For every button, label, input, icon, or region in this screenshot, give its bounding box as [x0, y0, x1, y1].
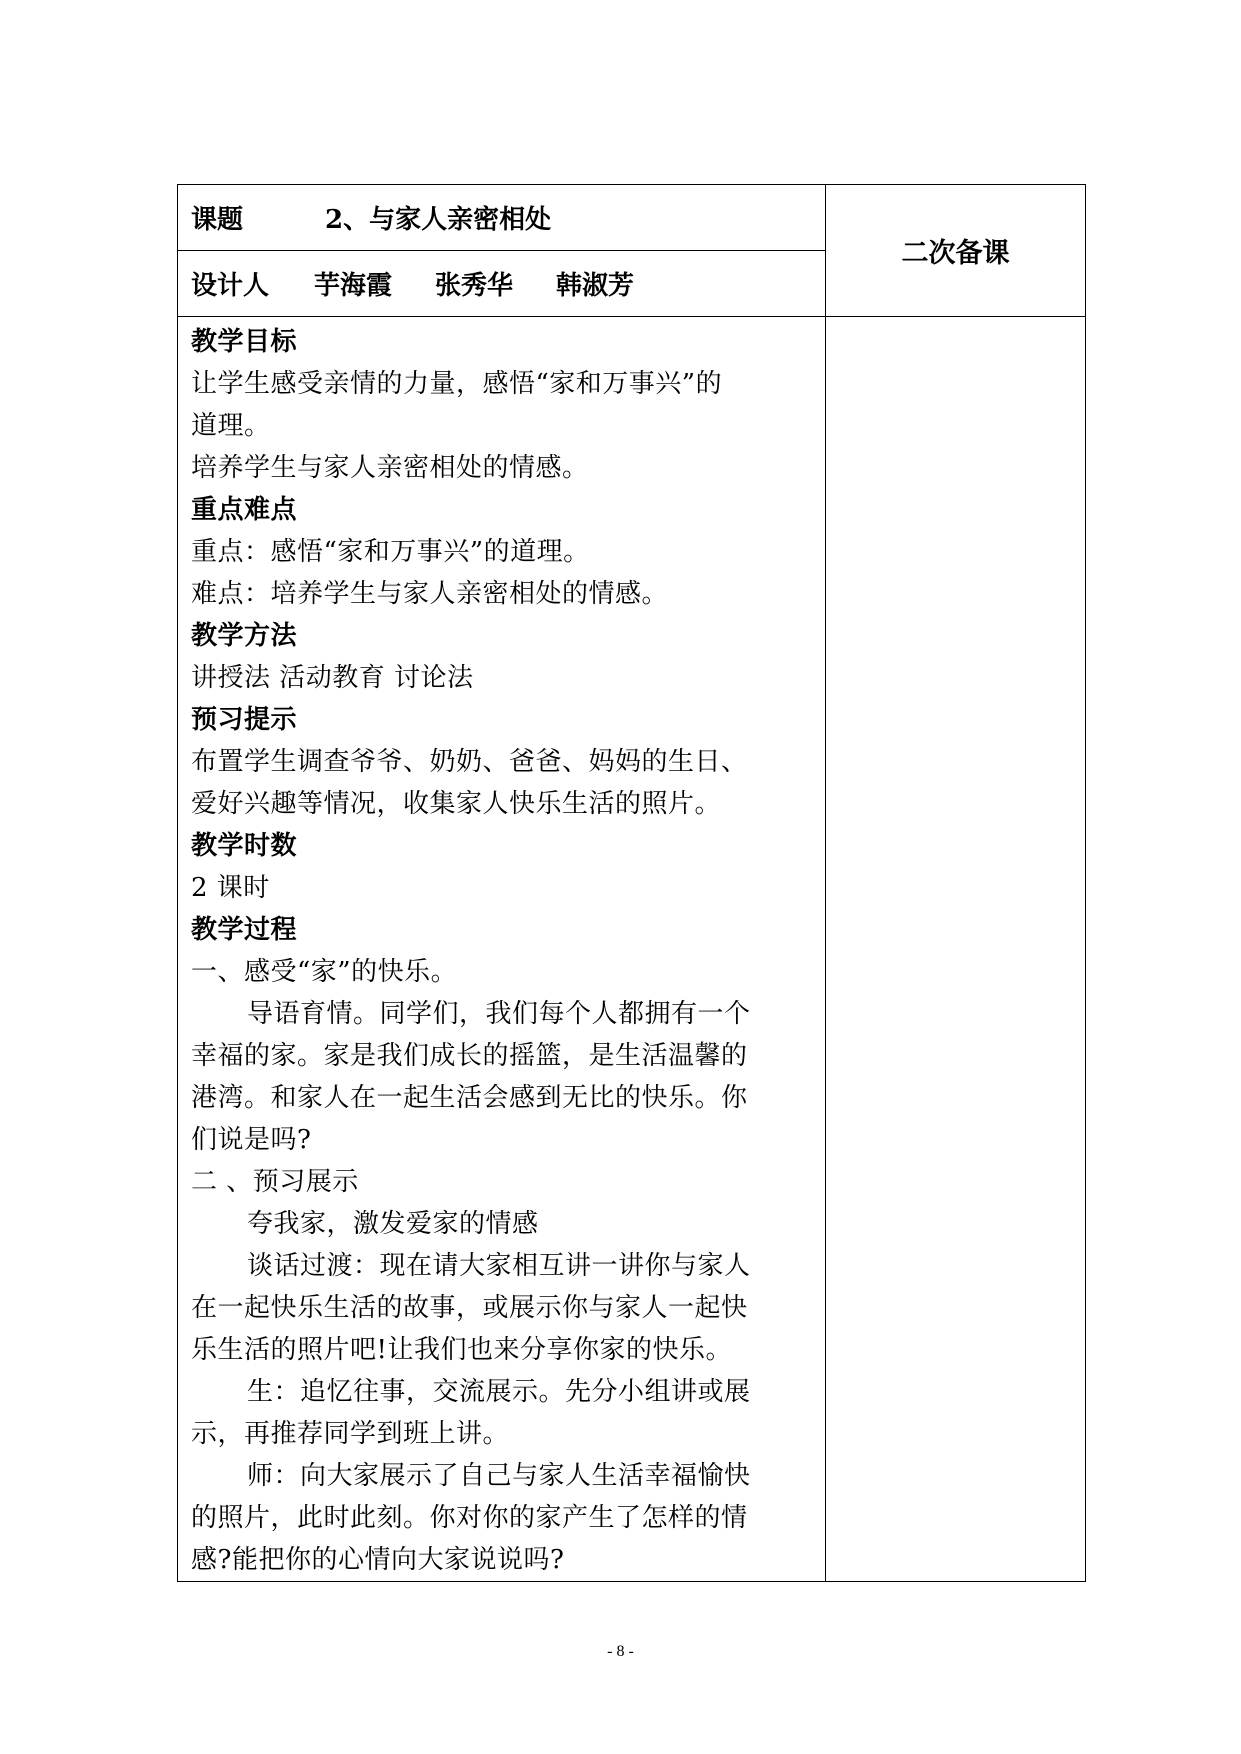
section-heading: 预习提示: [191, 705, 298, 735]
body-text-line: 重点：感悟“家和万事兴”的道理。: [191, 537, 590, 567]
body-text-line: 导语育情。同学们，我们每个人都拥有一个: [247, 999, 751, 1029]
body-text-line: 乐生活的照片吧!让我们也来分享你家的快乐。: [191, 1335, 732, 1365]
body-text-line: 一、感受“家”的快乐。: [191, 957, 458, 987]
lesson-plan-table: [177, 184, 1086, 1582]
body-text-line: 在一起快乐生活的故事，或展示你与家人一起快: [191, 1293, 748, 1323]
section-heading: 教学方法: [191, 621, 298, 651]
section-heading: 重点难点: [191, 495, 298, 525]
topic-cell: [178, 185, 826, 251]
second-prep-label: 二次备课: [901, 238, 1010, 269]
body-text-line: 道理。: [191, 411, 271, 441]
second-prep-notes-cell: [826, 317, 1086, 1582]
section-heading: 教学过程: [191, 915, 298, 945]
body-text-line: 爱好兴趣等情况，收集家人快乐生活的照片。: [191, 789, 722, 819]
body-text-line: 难点：培养学生与家人亲密相处的情感。: [191, 579, 669, 609]
body-text-line: 们说是吗?: [191, 1125, 312, 1155]
body-text-line: 幸福的家。家是我们成长的摇篮，是生活温馨的: [191, 1041, 748, 1071]
body-text-line: 二 、预习展示: [191, 1167, 359, 1197]
body-text-line: 生：追忆往事，交流展示。先分小组讲或展: [247, 1377, 751, 1407]
body-text-line: 示，再推荐同学到班上讲。: [191, 1419, 510, 1449]
body-text-line: 师：向大家展示了自己与家人生活幸福愉快: [247, 1461, 751, 1491]
body-text-line: 布置学生调查爷爷、奶奶、爸爸、妈妈的生日、: [191, 747, 748, 777]
body-text-line: 的照片，此时此刻。你对你的家产生了怎样的情: [191, 1503, 748, 1533]
topic-label: 课题: [191, 205, 244, 235]
body-text-line: 讲授法 活动教育 讨论法: [191, 663, 474, 693]
page-number: - 8 -: [607, 1643, 634, 1660]
lesson-content: [191, 321, 817, 1581]
section-heading: 教学目标: [191, 327, 298, 357]
lesson-content-cell: [178, 317, 826, 1582]
topic-value: 2、与家人亲密相处: [325, 205, 552, 235]
body-text-line: 让学生感受亲情的力量，感悟“家和万事兴”的: [191, 369, 723, 399]
body-text-line: 2 课时: [191, 873, 270, 903]
body-text-line: 谈话过渡：现在请大家相互讲一讲你与家人: [247, 1251, 751, 1281]
designer-label: 设计人: [191, 271, 270, 301]
body-text-line: 培养学生与家人亲密相处的情感。: [191, 453, 589, 483]
body-text-line: 港湾。和家人在一起生活会感到无比的快乐。你: [191, 1083, 748, 1113]
designer-name: 芋海霞: [314, 271, 393, 301]
designer-cell: [178, 251, 826, 317]
second-prep-header: [826, 185, 1086, 317]
body-text-line: 感?能把你的心情向大家说说吗?: [191, 1545, 565, 1575]
designer-name: 韩淑芳: [556, 271, 635, 301]
designer-name: 张秀华: [435, 271, 514, 301]
section-heading: 教学时数: [191, 831, 298, 861]
body-text-line: 夸我家，激发爱家的情感: [247, 1209, 539, 1239]
